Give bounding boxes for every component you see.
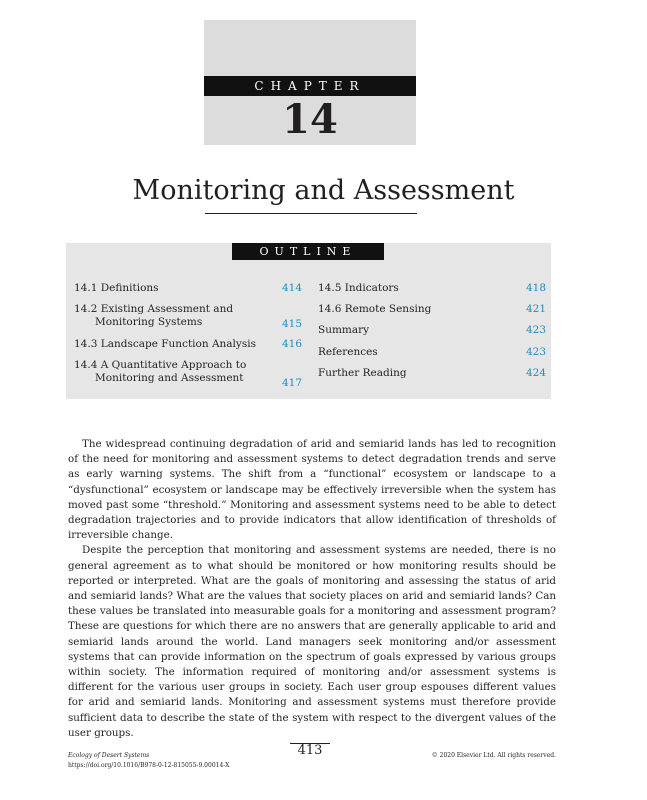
toc-entry[interactable]: References <box>318 346 378 358</box>
page-number: 413 <box>297 743 323 758</box>
toc-entry[interactable]: Summary <box>318 324 370 336</box>
title-rule <box>205 213 417 214</box>
toc-page[interactable]: 416 <box>281 338 302 350</box>
paragraph: The widespread continuing degradation of arid and semiarid lands has led to recognition of the need for monitoring and assessment systems to detect degradation trends and serve as early warning systems. The shift from a “functional” ecosystem or landscape to a “dysfunctional” ecosystem or landscape may be effectively irreversible when the system has moved past some “threshold.” Monitoring and assessment systems need to be able to detect degradation trajectories and to provide indicators that allow identification of thresholds of irreversible change. <box>68 438 556 542</box>
toc-page[interactable]: 423 <box>525 346 546 358</box>
chapter-label: CHAPTER <box>254 79 366 93</box>
toc-entry[interactable]: 14.4 A Quantitative Approach to Monitoring and Assessment <box>74 359 247 384</box>
book-title: Ecology of Desert Systems <box>68 752 150 759</box>
toc-entry[interactable]: 14.6 Remote Sensing <box>318 303 432 315</box>
toc-entry[interactable]: Further Reading <box>318 367 407 379</box>
chapter-title: Monitoring and Assessment <box>132 175 515 206</box>
paragraph: Despite the perception that monitoring and assessment systems are needed, there is no general agreement as to what should be monitored or how monitoring results should be reported or interpreted. What are the goals of monitoring and assessing the status of arid and semiarid lands? What are the values that society places on arid and semiarid lands? Can these values be translated into measurable goals for a monitoring and assessment program? These are questions for which there are no answers that are generally applicable to arid and semiarid lands around the world. Land managers seek monitoring and/or assessment systems that can provide information on the spectrum of goals expressed by various groups within society. The information required of monitoring and/or assessment systems is different for the various user groups in society. Each user group espouses different values for arid and semiarid lands. Monitoring and assessment systems must therefore provide sufficient data to describe the state of the system with respect to the divergent values of the user groups. <box>68 544 556 739</box>
toc-entry[interactable]: 14.2 Existing Assessment and Monitoring Systems <box>74 303 234 328</box>
chapter-number: 14 <box>282 96 338 143</box>
toc-page[interactable]: 417 <box>281 377 302 389</box>
outline-label: OUTLINE <box>259 245 357 258</box>
toc-page[interactable]: 423 <box>525 324 546 336</box>
toc-entry[interactable]: 14.3 Landscape Function Analysis <box>74 338 256 350</box>
toc-page[interactable]: 415 <box>281 318 302 330</box>
toc-page[interactable]: 421 <box>525 303 546 315</box>
toc-page[interactable]: 418 <box>525 282 546 294</box>
toc-entry[interactable]: 14.5 Indicators <box>318 282 399 294</box>
toc-page[interactable]: 414 <box>281 282 302 294</box>
body-text <box>68 437 556 741</box>
toc-page[interactable]: 424 <box>525 367 546 379</box>
toc-entry[interactable]: 14.1 Definitions <box>74 282 159 294</box>
doi-link[interactable]: https://doi.org/10.1016/B978-0-12-815055-9.00014-X <box>68 762 230 769</box>
copyright: © 2020 Elsevier Ltd. All rights reserved. <box>431 752 556 759</box>
